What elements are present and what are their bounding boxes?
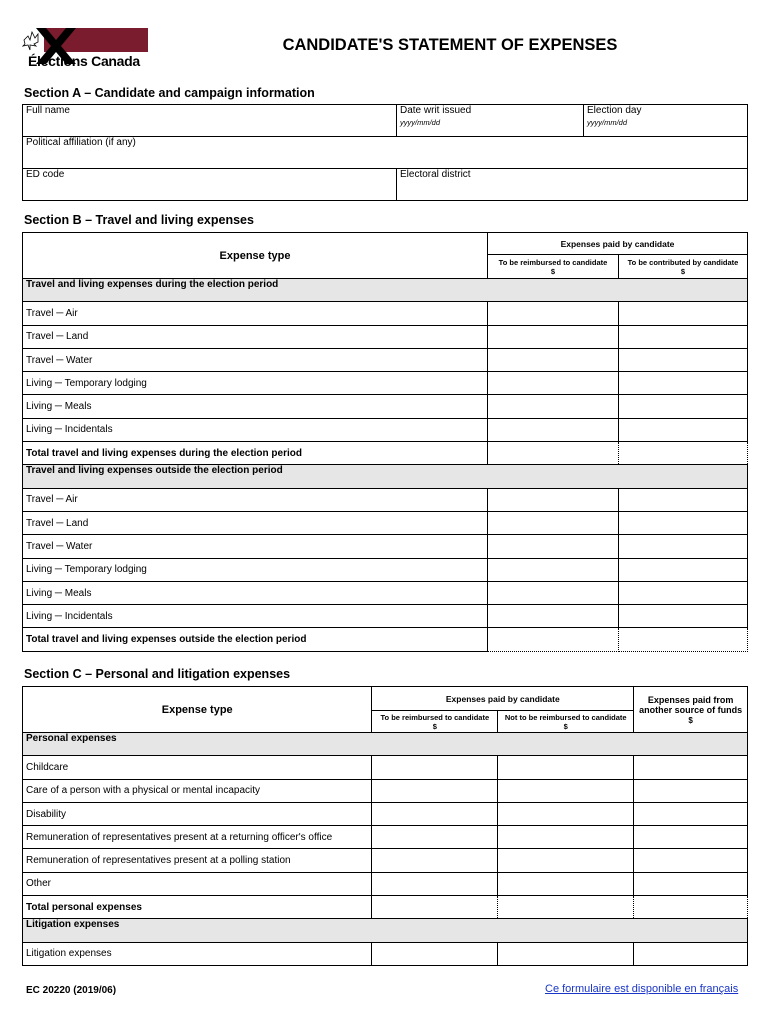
expense-label: Childcare xyxy=(23,756,372,779)
contributed-amount-input[interactable] xyxy=(619,372,748,395)
contributed-amount-input[interactable] xyxy=(619,488,748,511)
group-heading-row xyxy=(23,279,748,302)
contributed-amount-input[interactable] xyxy=(619,511,748,534)
reimbursed-amount-input[interactable] xyxy=(488,605,619,628)
reimbursed-amount-input[interactable] xyxy=(488,535,619,558)
other-source-amount-input[interactable] xyxy=(634,849,748,872)
reimbursed-amount-input[interactable] xyxy=(488,348,619,371)
date-writ-field[interactable] xyxy=(397,105,584,137)
expense-label: Travel ─ Air xyxy=(23,488,488,511)
litigation-heading: Litigation expenses xyxy=(23,919,748,942)
expense-label: Travel ─ Air xyxy=(23,302,488,325)
expense-row xyxy=(23,395,748,418)
expense-label: Living ─ Incidentals xyxy=(23,418,488,441)
ed-code-field[interactable] xyxy=(23,169,397,201)
paid-by-candidate-header: Expenses paid by candidate xyxy=(488,233,748,255)
expense-row xyxy=(23,756,748,779)
expense-label: Other xyxy=(23,872,372,895)
electoral-district-field[interactable] xyxy=(397,169,748,201)
expense-row xyxy=(23,802,748,825)
reimbursed-amount-input[interactable] xyxy=(488,581,619,604)
date-writ-label: Date writ issued xyxy=(400,105,472,116)
other-source-amount-input[interactable] xyxy=(634,942,748,965)
expense-row xyxy=(23,418,748,441)
total-not-reimbursed-input[interactable] xyxy=(498,896,634,919)
litigation-heading-row xyxy=(23,919,748,942)
reimbursed-amount-input[interactable] xyxy=(372,849,498,872)
expense-label: Remuneration of representatives present at a polling station xyxy=(23,849,372,872)
total-reimbursed-input[interactable] xyxy=(488,442,619,465)
other-source-amount-input[interactable] xyxy=(634,826,748,849)
contributed-amount-input[interactable] xyxy=(619,395,748,418)
total-row xyxy=(23,442,748,465)
contributed-amount-input[interactable] xyxy=(619,302,748,325)
other-source-header: Expenses paid from another source of funds $ xyxy=(634,687,748,733)
section-c-table xyxy=(22,686,748,966)
other-source-amount-input[interactable] xyxy=(634,802,748,825)
contributed-amount-input[interactable] xyxy=(619,558,748,581)
total-contributed-input[interactable] xyxy=(619,442,748,465)
expense-label: Living ─ Incidentals xyxy=(23,605,488,628)
expense-row xyxy=(23,872,748,895)
expense-label: Living ─ Temporary lodging xyxy=(23,558,488,581)
reimbursed-amount-input[interactable] xyxy=(488,372,619,395)
reimbursed-amount-input[interactable] xyxy=(488,325,619,348)
reimbursed-column-header-c: To be reimbursed to candidate $ xyxy=(372,711,498,733)
expense-row xyxy=(23,849,748,872)
reimbursed-amount-input[interactable] xyxy=(488,558,619,581)
total-contributed-input[interactable] xyxy=(619,628,748,651)
not-reimbursed-amount-input[interactable] xyxy=(498,826,634,849)
date-writ-hint: yyyy/mm/dd xyxy=(400,118,441,127)
political-affiliation-label: Political affiliation (if any) xyxy=(26,137,136,148)
personal-heading: Personal expenses xyxy=(23,733,748,756)
page-title: CANDIDATE'S STATEMENT OF EXPENSES xyxy=(282,36,618,54)
group-heading: Travel and living expenses outside the election period xyxy=(23,465,748,488)
expense-row xyxy=(23,372,748,395)
total-row xyxy=(23,628,748,651)
total-label: Total personal expenses xyxy=(23,896,372,919)
expense-row xyxy=(23,325,748,348)
personal-heading-row xyxy=(23,733,748,756)
expense-row xyxy=(23,826,748,849)
political-affiliation-field[interactable] xyxy=(23,137,748,169)
expense-row xyxy=(23,558,748,581)
expense-row xyxy=(23,779,748,802)
not-reimbursed-amount-input[interactable] xyxy=(498,942,634,965)
group-heading: Travel and living expenses during the election period xyxy=(23,279,748,302)
expense-type-header-c: Expense type xyxy=(23,687,372,733)
reimbursed-column-header: To be reimbursed to candidate $ xyxy=(488,255,619,279)
reimbursed-amount-input[interactable] xyxy=(372,826,498,849)
other-source-amount-input[interactable] xyxy=(634,872,748,895)
total-row xyxy=(23,896,748,919)
expense-label: Living ─ Meals xyxy=(23,581,488,604)
section-b-table xyxy=(22,232,748,652)
expense-row xyxy=(23,511,748,534)
reimbursed-amount-input[interactable] xyxy=(488,302,619,325)
contributed-amount-input[interactable] xyxy=(619,348,748,371)
ed-code-label: ED code xyxy=(26,169,65,180)
reimbursed-amount-input[interactable] xyxy=(488,395,619,418)
expense-label: Travel ─ Land xyxy=(23,325,488,348)
reimbursed-amount-input[interactable] xyxy=(372,942,498,965)
contributed-amount-input[interactable] xyxy=(619,325,748,348)
contributed-amount-input[interactable] xyxy=(619,605,748,628)
expense-label: Living ─ Temporary lodging xyxy=(23,372,488,395)
expense-label: Travel ─ Land xyxy=(23,511,488,534)
total-reimbursed-input[interactable] xyxy=(488,628,619,651)
section-a-table xyxy=(22,104,748,201)
expense-row xyxy=(23,488,748,511)
expense-row xyxy=(23,581,748,604)
contributed-amount-input[interactable] xyxy=(619,535,748,558)
not-reimbursed-amount-input[interactable] xyxy=(498,849,634,872)
reimbursed-amount-input[interactable] xyxy=(488,511,619,534)
expense-type-header: Expense type xyxy=(23,233,488,279)
electoral-district-label: Electoral district xyxy=(400,169,471,180)
expense-label: Litigation expenses xyxy=(23,942,372,965)
expense-row xyxy=(23,348,748,371)
expense-label: Remuneration of representatives present at a returning officer's office xyxy=(23,826,372,849)
other-source-amount-input[interactable] xyxy=(634,756,748,779)
reimbursed-amount-input[interactable] xyxy=(488,418,619,441)
full-name-field[interactable] xyxy=(23,105,397,137)
section-a-title: Section A – Candidate and campaign information xyxy=(24,86,315,100)
expense-label: Travel ─ Water xyxy=(23,348,488,371)
not-reimbursed-amount-input[interactable] xyxy=(498,756,634,779)
not-reimbursed-amount-input[interactable] xyxy=(498,802,634,825)
expense-label: Travel ─ Water xyxy=(23,535,488,558)
not-reimbursed-amount-input[interactable] xyxy=(498,872,634,895)
reimbursed-amount-input[interactable] xyxy=(372,779,498,802)
election-day-field[interactable] xyxy=(584,105,748,137)
section-c-title: Section C – Personal and litigation expenses xyxy=(24,667,291,681)
form-code: EC 20220 (2019/06) xyxy=(26,985,117,996)
expense-row xyxy=(23,302,748,325)
contributed-amount-input[interactable] xyxy=(619,418,748,441)
reimbursed-amount-input[interactable] xyxy=(488,488,619,511)
other-source-amount-input[interactable] xyxy=(634,779,748,802)
reimbursed-amount-input[interactable] xyxy=(372,802,498,825)
not-reimbursed-column-header: Not to be reimbursed to candidate $ xyxy=(498,711,634,733)
french-version-link[interactable]: Ce formulaire est disponible en français xyxy=(545,983,739,995)
total-reimbursed-input[interactable] xyxy=(372,896,498,919)
expense-label: Living ─ Meals xyxy=(23,395,488,418)
section-b-title: Section B – Travel and living expenses xyxy=(24,213,254,227)
total-other-source-input[interactable] xyxy=(634,896,748,919)
not-reimbursed-amount-input[interactable] xyxy=(498,779,634,802)
contributed-column-header: To be contributed by candidate $ xyxy=(619,255,748,279)
logo-text: Élections Canada xyxy=(28,53,140,69)
expense-label: Disability xyxy=(23,802,372,825)
election-day-label: Election day xyxy=(587,105,642,116)
expense-label: Care of a person with a physical or mental incapacity xyxy=(23,779,372,802)
reimbursed-amount-input[interactable] xyxy=(372,756,498,779)
full-name-label: Full name xyxy=(26,105,70,116)
contributed-amount-input[interactable] xyxy=(619,581,748,604)
total-label: Total travel and living expenses during the election period xyxy=(23,442,488,465)
election-day-hint: yyyy/mm/dd xyxy=(587,118,628,127)
total-label: Total travel and living expenses outside the election period xyxy=(23,628,488,651)
paid-by-candidate-header-c: Expenses paid by candidate xyxy=(372,687,634,711)
reimbursed-amount-input[interactable] xyxy=(372,872,498,895)
expense-row xyxy=(23,942,748,965)
group-heading-row xyxy=(23,465,748,488)
expense-row xyxy=(23,535,748,558)
expense-row xyxy=(23,605,748,628)
